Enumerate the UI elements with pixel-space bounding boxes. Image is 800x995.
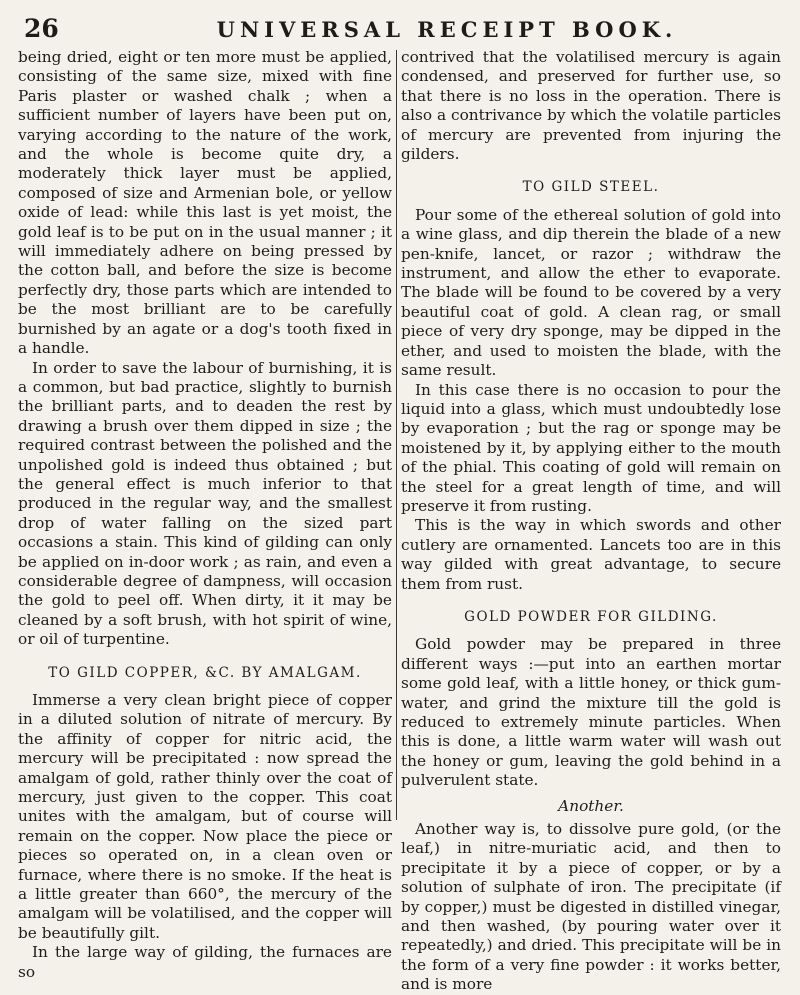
- page-header: [24, 14, 782, 44]
- sub-heading: Another.: [558, 796, 624, 815]
- paragraph: Immerse a very clean bright piece of copper in a diluted solution of nitrate of mercury. By the affinity of copper for nitric acid, the mercury will be precipitated : now spread the amalgam of gold, rather thinly over the coat of mercury, just given to the copper. This coat unites with the amalgam, but of course will remain on the copper. Now place the piece or pieces so operated on, in a clean oven or furnace, where there is no smoke. If the heat is a little greater than 660°, the mercury of the amalgam will be volatilised, and the copper will be beautifully gilt.: [18, 691, 392, 942]
- paragraph: contrived that the volatilised mercury is again condensed, and preserved for further use, so that there is no loss in the operation. There is also a contrivance by which the volatile particles of mercury are prevented from injuring the gilders.: [401, 48, 781, 164]
- page-number: 26: [24, 14, 59, 43]
- left-column: [18, 48, 392, 982]
- paragraph: In this case there is no occasion to pour the liquid into a glass, which must undoubtedly lose by evaporation ; but the rag or sponge may be moistened by it, by applying either to the mouth of the phial. This coating of gold will remain on the steel for a great length of time, and will preserve it from rusting.: [401, 380, 781, 515]
- section-heading: GOLD POWDER FOR GILDING.: [464, 608, 718, 625]
- column-divider: [396, 50, 397, 820]
- paragraph: Gold powder may be prepared in three different ways :—put into an earthen mortar some gold leaf, with a little honey, or thick gum-water, and grind the mixture till the gold is reduced to extremely minute particles. When this is done, a little warm water will wash out the honey or gum, leaving the gold behind in a pulverulent state.: [401, 635, 781, 790]
- paragraph: Pour some of the ethereal solution of gold into a wine glass, and dip therein the blade of a new pen-knife, lancet, or razor ; withdraw the instrument, and allow the ether to evaporate. The blade will be found to be covered by a very beautiful coat of gold. A clean rag, or small piece of very dry sponge, may be dipped in the ether, and used to moisten the blade, with the same result.: [401, 205, 781, 380]
- paragraph: This is the way in which swords and other cutlery are ornamented. Lancets too are in this way gilded with great advantage, to secure them from rust.: [401, 516, 781, 593]
- running-title: UNIVERSAL RECEIPT BOOK.: [216, 17, 678, 42]
- paragraph: In order to save the labour of burnishing, it is a common, but bad practice, slightly to burnish the brilliant parts, and to deaden the rest by drawing a brush over them dipped in size ; the required contrast between the polished and the unpolished gold is indeed thus obtained ; but the general effect is much inferior to that produced in the regular way, and the smallest drop of water falling on the sized part occasions a stain. This kind of gilding can only be applied on in-door work ; as rain, and even a considerable degree of dampness, will occasion the gold to peel off. When dirty, it it may be cleaned by a soft brush, with hot spirit of wine, or oil of turpentine.: [18, 358, 392, 649]
- paragraph: being dried, eight or ten more must be applied, consisting of the same size, mixed with fine Paris plaster or washed chalk ; when a sufficient number of layers have been put on, varying according to the nature of the work, and the whole is become quite dry, a moderately thick layer must be applied, composed of size and Armenian bole, or yellow oxide of lead: while this last is yet moist, the gold leaf is to be put on in the usual manner ; it will immediately adhere on being pressed by the cotton ball, and before the size is become perfectly dry, those parts which are intended to be the most brilliant are to be carefully burnished by an agate or a dog's tooth fixed in a handle.: [18, 48, 392, 358]
- section-heading: TO GILD COPPER, &C. BY AMALGAM.: [48, 664, 362, 681]
- section-heading: TO GILD STEEL.: [522, 179, 660, 196]
- paragraph: In the large way of gilding, the furnaces are so: [18, 943, 392, 981]
- paragraph: Another way is, to dissolve pure gold, (or the leaf,) in nitre-muriatic acid, and then to precipitate it by a piece of copper, or by a solution of sulphate of iron. The precipitate (if by copper,) must be digested in distilled vinegar, and then washed, (by pouring water over it repeatedly,) and dried. This precipitate will be in the form of a very fine powder : it works better, and is more: [401, 820, 781, 994]
- right-column: [401, 48, 781, 995]
